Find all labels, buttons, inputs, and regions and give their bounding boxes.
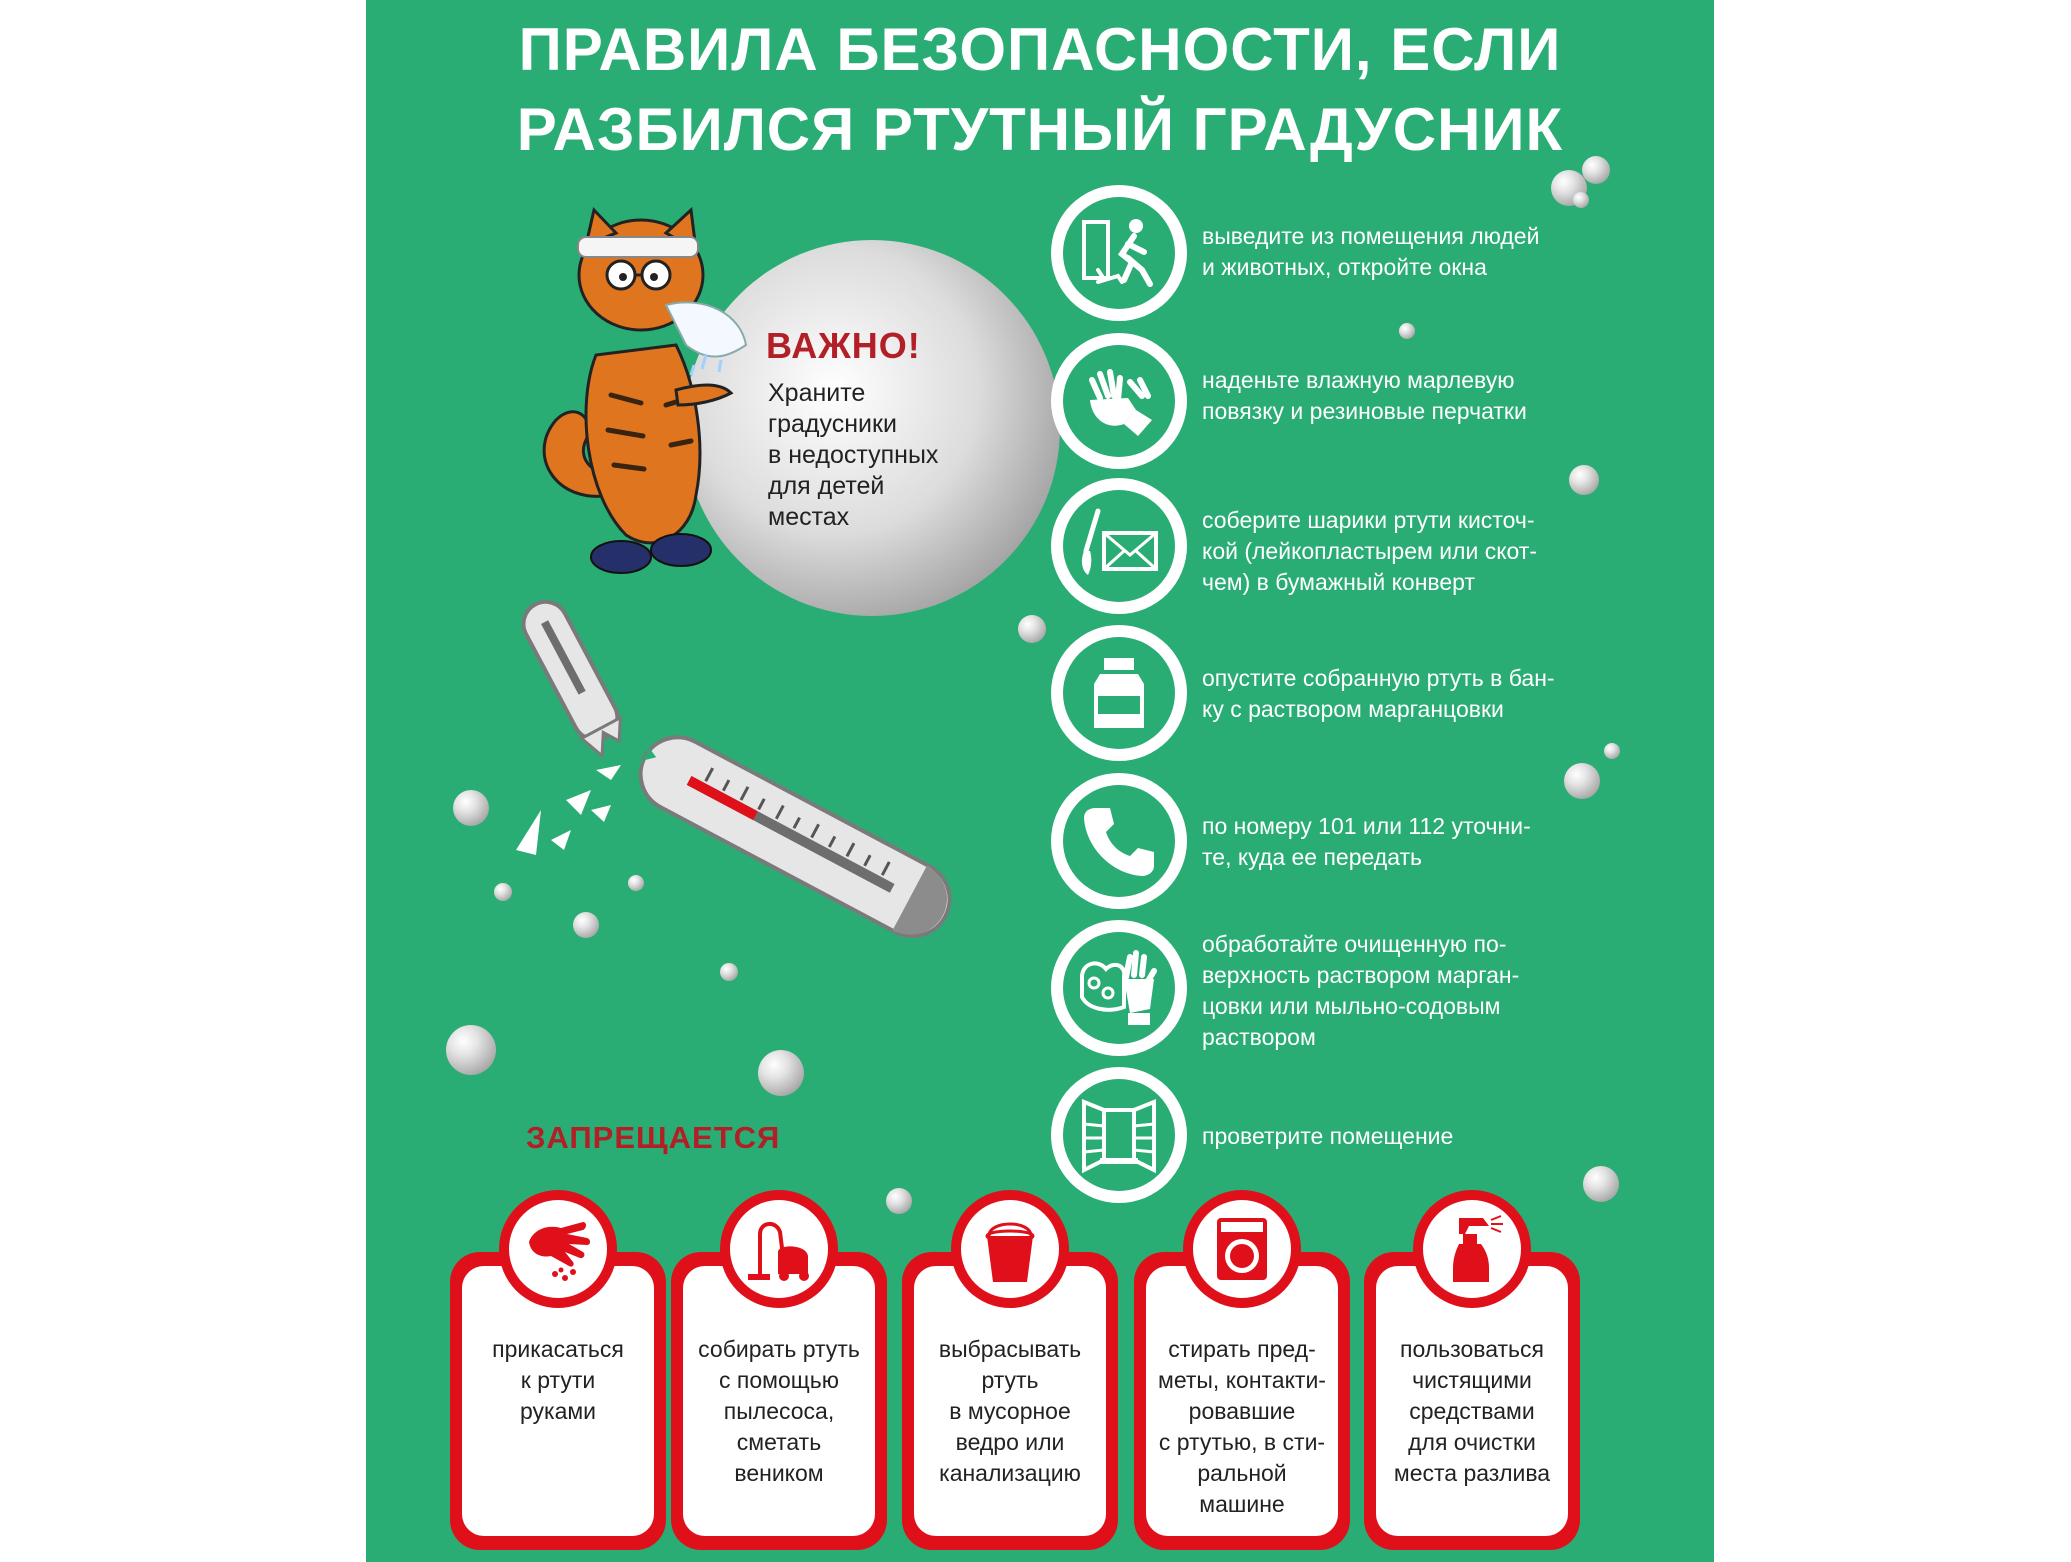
- step-line: те, куда ее передать: [1202, 844, 1423, 870]
- forbidden-card: [450, 1252, 666, 1550]
- step-line: по номеру 101 или 112 уточни-: [1202, 813, 1531, 839]
- mercury-drop: [1399, 323, 1415, 339]
- forbidden-line: канализацию: [939, 1460, 1081, 1486]
- step-icon-circle: [1051, 1067, 1187, 1203]
- forbidden-line: ртуть: [981, 1367, 1039, 1393]
- important-note: [768, 378, 968, 533]
- step-line: выведите из помещения людей: [1202, 223, 1540, 249]
- step-text: [1202, 663, 1622, 725]
- forbidden-card: [1364, 1252, 1580, 1550]
- forbidden-badge: [1183, 1190, 1301, 1308]
- forbidden-line: к ртути: [520, 1367, 596, 1393]
- forbidden-text: [1376, 1334, 1568, 1489]
- forbidden-line: машине: [1199, 1491, 1285, 1517]
- step-line: соберите шарики ртути кисточ-: [1202, 507, 1535, 533]
- broken-thermometer-illustration: [446, 600, 1006, 990]
- important-heading: ВАЖНО!: [766, 325, 921, 366]
- forbidden-line: сметать: [736, 1429, 822, 1455]
- safety-poster: [366, 0, 1714, 1562]
- open-window-icon: [1078, 1094, 1160, 1176]
- forbidden-line: выбрасывать: [938, 1336, 1082, 1362]
- title-line-2: РАЗБИЛСЯ РТУТНЫЙ ГРАДУСНИК: [516, 96, 1564, 163]
- forbidden-line: ровавшие: [1188, 1398, 1296, 1424]
- forbidden-card: [1134, 1252, 1350, 1550]
- step-line: опустите собранную ртуть в бан-: [1202, 665, 1555, 691]
- forbidden-badge: [720, 1190, 838, 1308]
- step-icon-circle: [1051, 333, 1187, 469]
- step-line: цовки или мыльно-содовым: [1202, 993, 1501, 1019]
- forbidden-line: веником: [734, 1460, 824, 1486]
- forbidden-line: ральной: [1197, 1460, 1287, 1486]
- exit-door-icon: [1078, 212, 1160, 294]
- step-line: и животных, откройте окна: [1202, 254, 1487, 280]
- step-icon-circle: [1051, 773, 1187, 909]
- step-line: наденьте влажную марлевую: [1202, 367, 1515, 393]
- forbidden-badge: [499, 1190, 617, 1308]
- spray-bottle-icon: [1435, 1212, 1509, 1286]
- important-line: градусники: [768, 410, 897, 438]
- mercury-drop: [1582, 156, 1610, 184]
- mercury-drop: [1583, 1166, 1619, 1202]
- step-icon-circle: [1051, 625, 1187, 761]
- forbidden-line: в мусорное: [949, 1398, 1071, 1424]
- step-line: проветрите помещение: [1202, 1123, 1454, 1149]
- step-text: [1202, 221, 1622, 283]
- step-line: раствором: [1202, 1024, 1316, 1050]
- mercury-drop: [1018, 615, 1046, 643]
- vacuum-cleaner-icon: [742, 1212, 816, 1286]
- forbidden-line: собирать ртуть: [698, 1336, 860, 1362]
- forbidden-text: [1146, 1334, 1338, 1520]
- mercury-drop: [1569, 465, 1599, 495]
- washing-machine-icon: [1205, 1212, 1279, 1286]
- forbidden-line: с помощью: [719, 1367, 839, 1393]
- poster-title: [366, 10, 1714, 170]
- forbidden-line: места разлива: [1393, 1460, 1551, 1486]
- cleaning-glove-icon: [1078, 947, 1160, 1029]
- forbidden-line: пылесоса,: [723, 1398, 835, 1424]
- step-text: [1202, 1121, 1622, 1152]
- forbidden-text: [462, 1334, 654, 1427]
- trash-bucket-icon: [973, 1212, 1047, 1286]
- important-line: местах: [768, 503, 850, 531]
- step-line: повязку и резиновые перчатки: [1202, 398, 1527, 424]
- mercury-drop: [1573, 192, 1589, 208]
- step-icon-circle: [1051, 185, 1187, 321]
- mercury-drop: [1564, 763, 1600, 799]
- gloves-icon: [1078, 360, 1160, 442]
- important-line: в недоступных: [768, 441, 939, 469]
- mercury-drop: [758, 1050, 804, 1096]
- step-text: [1202, 811, 1622, 873]
- forbidden-line: для очистки: [1408, 1429, 1536, 1455]
- forbidden-text: [914, 1334, 1106, 1489]
- step-text: [1202, 365, 1622, 427]
- cat-illustration: [516, 205, 766, 585]
- forbidden-line: пользоваться: [1400, 1336, 1544, 1362]
- forbidden-line: руками: [519, 1398, 597, 1424]
- title-line-1: ПРАВИЛА БЕЗОПАСНОСТИ, ЕСЛИ: [518, 16, 1562, 83]
- forbidden-line: меты, контакти-: [1158, 1367, 1326, 1393]
- forbidden-heading: ЗАПРЕЩАЕТСЯ: [526, 1120, 781, 1155]
- hand-touch-icon: [521, 1212, 595, 1286]
- important-line: для детей: [768, 472, 885, 500]
- step-line: верхность раствором марган-: [1202, 962, 1520, 988]
- step-line: чем) в бумажный конверт: [1202, 569, 1476, 595]
- mercury-drop: [1604, 743, 1620, 759]
- step-line: обработайте очищенную по-: [1202, 931, 1507, 957]
- step-icon-circle: [1051, 920, 1187, 1056]
- forbidden-badge: [1413, 1190, 1531, 1308]
- jar-icon: [1078, 652, 1160, 734]
- forbidden-line: ведро или: [955, 1429, 1065, 1455]
- forbidden-card: [671, 1252, 887, 1550]
- forbidden-line: стирать пред-: [1168, 1336, 1316, 1362]
- step-icon-circle: [1051, 478, 1187, 614]
- mercury-drop: [886, 1188, 912, 1214]
- forbidden-card: [902, 1252, 1118, 1550]
- step-text: [1202, 505, 1622, 598]
- step-text: [1202, 929, 1622, 1053]
- forbidden-text: [683, 1334, 875, 1489]
- envelope-brush-icon: [1078, 505, 1160, 587]
- forbidden-line: чистящими: [1412, 1367, 1532, 1393]
- step-line: ку с раствором марганцовки: [1202, 696, 1504, 722]
- forbidden-line: средствами: [1409, 1398, 1535, 1424]
- forbidden-badge: [951, 1190, 1069, 1308]
- mercury-drop: [446, 1025, 496, 1075]
- forbidden-line: прикасаться: [492, 1336, 624, 1362]
- phone-icon: [1078, 800, 1160, 882]
- step-line: кой (лейкопластырем или скот-: [1202, 538, 1538, 564]
- important-line: Храните: [768, 379, 866, 407]
- forbidden-line: с ртутью, в сти-: [1158, 1429, 1326, 1455]
